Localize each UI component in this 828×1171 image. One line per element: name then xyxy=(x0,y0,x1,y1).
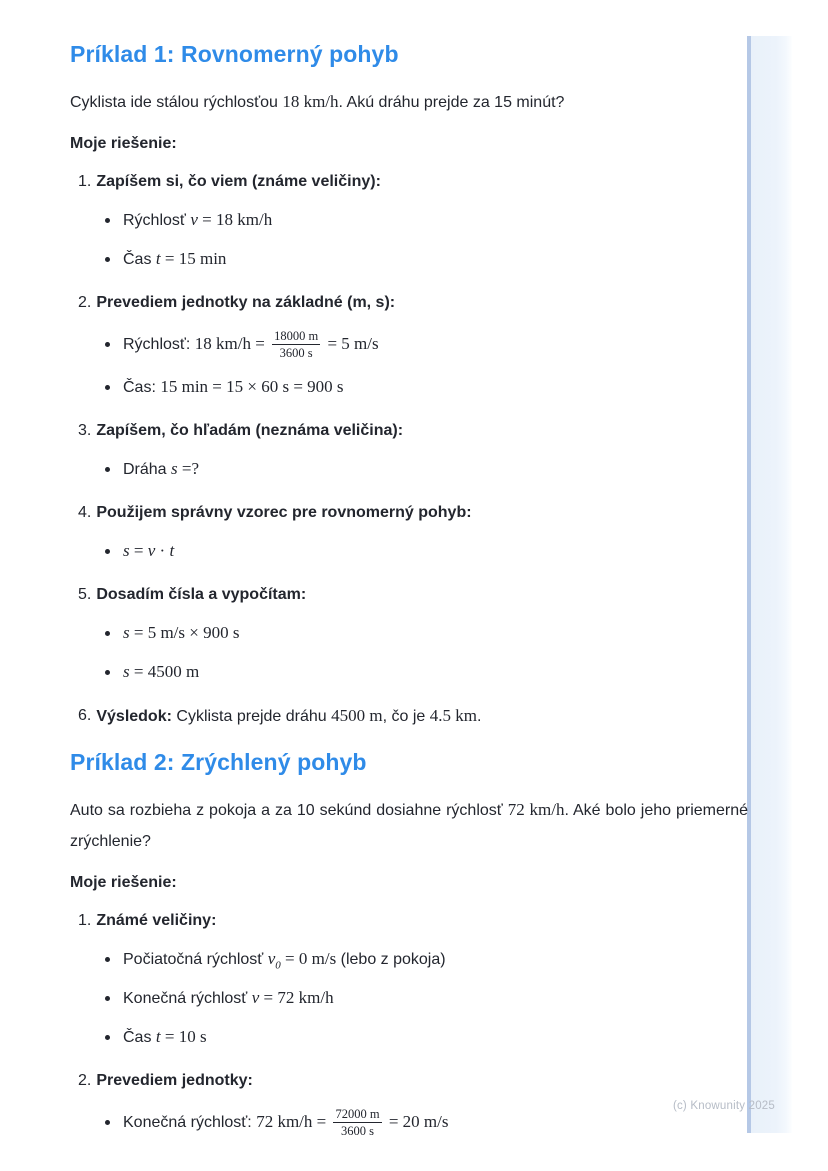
fraction-numerator: 18000 m xyxy=(272,329,320,345)
bold-segment: Použijem správny vzorec pre rovnomerný pohyb: xyxy=(96,503,472,521)
bullet-dot xyxy=(105,257,110,262)
bullet-dot xyxy=(105,342,110,347)
math-variable: v xyxy=(147,540,156,560)
step-title-text xyxy=(96,501,471,525)
step-title-row xyxy=(70,704,748,729)
math-segment: = 15 min xyxy=(160,249,227,268)
bullet-dot xyxy=(105,218,110,223)
step-title-text xyxy=(96,1069,253,1093)
bold-segment: Dosadím čísla a vypočítam: xyxy=(96,585,307,603)
step-title-text xyxy=(96,909,216,933)
text-segment: Počiatočná rýchlosť xyxy=(123,950,268,968)
solution-step xyxy=(70,909,748,1050)
math-variable: s xyxy=(123,661,130,681)
math-segment: 4500 m xyxy=(331,705,383,725)
math-variable: v xyxy=(251,987,260,1007)
bullet-item xyxy=(105,947,748,972)
text-segment: Cyklista prejde dráhu xyxy=(171,707,332,725)
bullet-item xyxy=(105,208,748,233)
text-segment: Rýchlosť xyxy=(123,212,191,229)
bullet-text xyxy=(123,1025,207,1050)
step-title-row xyxy=(70,419,748,443)
solution-step xyxy=(70,501,748,564)
bullet-text xyxy=(123,247,226,272)
bullet-item xyxy=(105,986,748,1011)
step-number: 2. xyxy=(78,294,92,311)
math-segment: 72 km/h xyxy=(507,799,565,819)
solution-step xyxy=(70,291,748,400)
section-heading: Príklad 2: Zrýchlený pohyb xyxy=(70,748,367,775)
step-title-row xyxy=(70,501,748,525)
bullet-item xyxy=(105,1025,748,1050)
text-segment: (lebo z pokoja) xyxy=(336,950,446,968)
step-title-row xyxy=(70,1069,748,1093)
page-edge-bar xyxy=(747,36,792,1133)
problem-statement xyxy=(70,86,748,118)
math-segment: =? xyxy=(177,458,200,478)
text-segment: Auto sa rozbieha z pokoja a za 10 sekúnd dosiahne rýchlosť xyxy=(70,801,508,819)
step-title-row xyxy=(70,909,748,933)
math-variable: $v_0$ xyxy=(267,948,281,972)
copyright-footer: (c) Knowunity 2025 xyxy=(672,1100,775,1112)
bullet-item xyxy=(105,660,748,685)
step-title-text xyxy=(96,704,481,729)
text-segment: Dráha xyxy=(123,460,172,478)
fraction-denominator: 3600 s xyxy=(341,1124,375,1139)
text-segment: Cyklista ide stálou rýchlosťou xyxy=(70,94,283,111)
bullet-text xyxy=(123,329,379,361)
math-segment: = 0 m/s xyxy=(280,948,337,968)
math-segment: = 5 m/s × 900 s xyxy=(129,622,240,642)
text-segment: Čas xyxy=(123,251,156,268)
math-segment: = xyxy=(129,540,148,560)
math-variable: s xyxy=(123,622,130,642)
step-title-row xyxy=(70,583,748,607)
bold-segment: Prevediem jednotky: xyxy=(96,1071,253,1089)
step-title-text xyxy=(96,583,306,607)
math-segment: 18 km/h xyxy=(282,92,339,111)
example-section-1 xyxy=(70,40,748,729)
bullet-dot xyxy=(105,549,110,554)
step-title-row xyxy=(70,291,748,315)
bold-segment: Známé veličiny: xyxy=(96,911,217,929)
step-number: 1. xyxy=(78,911,92,929)
math-segment: = 10 s xyxy=(160,1026,207,1046)
text-segment: Konečná rýchlosť xyxy=(123,989,252,1007)
step-title-text xyxy=(96,419,403,443)
step-number: 4. xyxy=(78,503,92,521)
bullet-item xyxy=(105,621,748,646)
bold-segment: Prevediem jednotky na základné (m, s): xyxy=(96,294,396,311)
math-variable: t xyxy=(169,540,175,560)
step-title-row xyxy=(70,170,748,194)
step-number: 1. xyxy=(78,173,92,190)
bullet-item xyxy=(105,1107,748,1139)
solution-step xyxy=(70,704,748,729)
bullet-dot xyxy=(105,957,110,962)
math-fraction xyxy=(333,1107,381,1139)
math-variable: t xyxy=(155,1026,161,1046)
bullet-dot xyxy=(105,670,110,675)
fraction-denominator: 3600 s xyxy=(279,346,313,361)
solution-label: Moje riešenie: xyxy=(70,873,177,891)
step-number: 5. xyxy=(78,585,92,603)
solution-step xyxy=(70,170,748,272)
bullet-dot xyxy=(105,996,110,1001)
math-variable: v xyxy=(190,210,198,229)
bullet-text xyxy=(123,375,344,400)
math-segment: = 4500 m xyxy=(129,661,200,681)
solution-step xyxy=(70,583,748,685)
document-content xyxy=(70,40,748,1158)
bullet-dot xyxy=(105,385,110,390)
math-variable: s xyxy=(123,540,130,560)
bullet-dot xyxy=(105,631,110,636)
bold-segment: Zapíšem, čo hľadám (neznáma veličina): xyxy=(96,421,404,439)
bullet-item xyxy=(105,539,748,564)
text-segment: . xyxy=(476,707,482,725)
solution-label: Moje riešenie: xyxy=(70,135,177,152)
fraction-numerator: 72000 m xyxy=(333,1107,381,1123)
bold-segment: Výsledok: xyxy=(96,707,172,725)
bullet-text xyxy=(123,457,199,482)
text-segment: . Aké bolo jeho priemerné zrýchlenie? xyxy=(70,801,749,850)
bullet-item xyxy=(105,329,748,361)
math-segment: = 72 km/h xyxy=(259,987,334,1007)
math-segment: 15 min = 15 × 60 s = 900 s xyxy=(160,376,344,396)
example-section-2 xyxy=(70,748,748,1139)
section-heading: Príklad 1: Rovnomerný pohyb xyxy=(70,41,399,67)
bullet-text xyxy=(123,208,272,233)
bullet-text xyxy=(123,1107,449,1139)
bold-segment: Zapíšem si, čo viem (známe veličiny): xyxy=(96,173,381,190)
math-fraction xyxy=(272,329,320,361)
bullet-text xyxy=(123,660,199,685)
math-variable: t xyxy=(155,249,161,268)
text-segment: Rýchlosť: xyxy=(123,336,195,354)
step-title-text xyxy=(96,170,381,194)
bullet-dot xyxy=(105,467,110,472)
step-number: 2. xyxy=(78,1071,92,1089)
bullet-item xyxy=(105,457,748,482)
math-variable: s xyxy=(171,458,178,478)
math-segment: 4.5 km xyxy=(429,705,477,725)
text-segment: . Akú dráhu prejde za 15 minút? xyxy=(338,94,565,111)
math-segment: = 20 m/s xyxy=(384,1111,449,1131)
step-number: 6. xyxy=(78,706,92,724)
math-segment: · xyxy=(155,540,170,560)
solution-step xyxy=(70,1069,748,1139)
step-title-text xyxy=(96,291,395,315)
step-number: 3. xyxy=(78,421,92,439)
bullet-dot xyxy=(105,1120,110,1125)
bullet-dot xyxy=(105,1035,110,1040)
text-segment: Konečná rýchlosť: xyxy=(123,1113,257,1131)
math-segment: 18 km/h = xyxy=(194,334,270,354)
bullet-item xyxy=(105,247,748,272)
math-segment: = 5 m/s xyxy=(323,334,379,354)
text-segment: Čas xyxy=(123,1028,156,1046)
bullet-text xyxy=(123,539,174,564)
text-segment: Čas: xyxy=(123,378,161,396)
bullet-text xyxy=(123,986,334,1011)
math-segment: 72 km/h = xyxy=(256,1111,331,1131)
bullet-text xyxy=(123,947,446,972)
bullet-text xyxy=(123,621,239,646)
solution-step xyxy=(70,419,748,482)
problem-statement xyxy=(70,794,748,857)
bullet-item xyxy=(105,375,748,400)
math-segment: = 18 km/h xyxy=(197,210,273,229)
text-segment: , čo je xyxy=(382,707,430,725)
